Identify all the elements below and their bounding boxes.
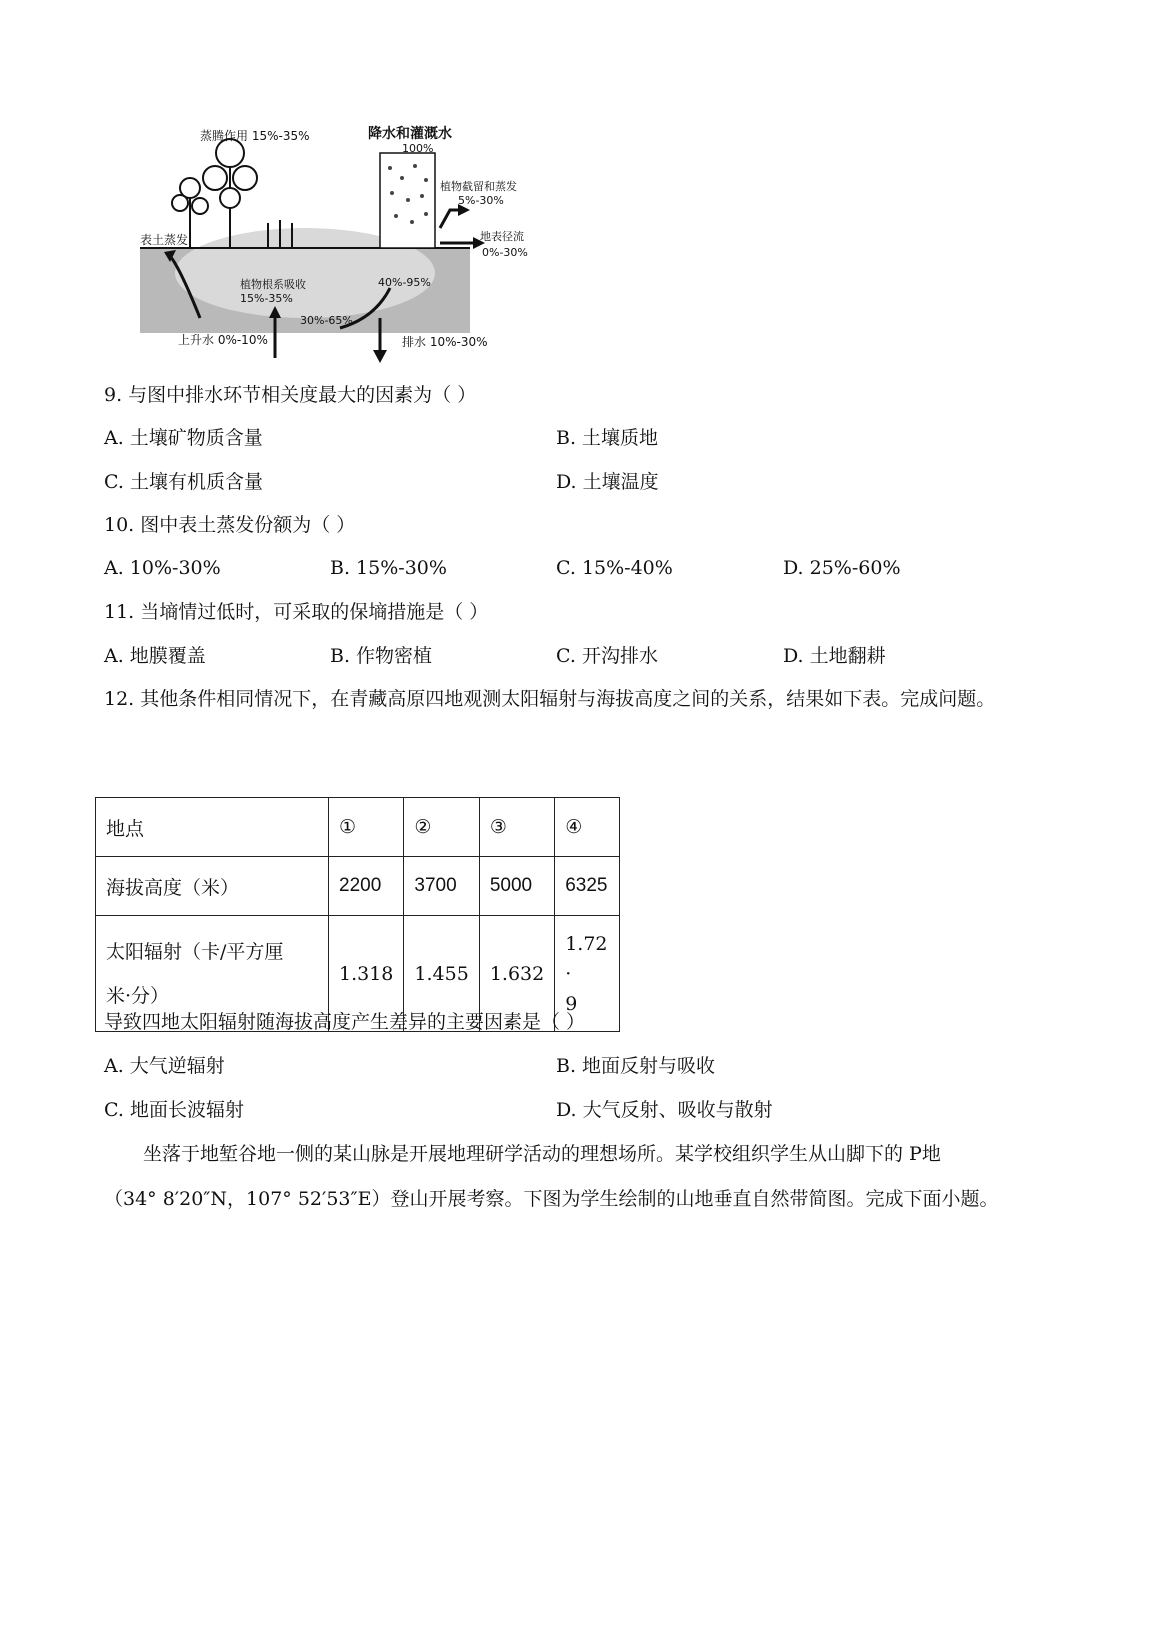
label-runoff: 地表径流 <box>480 230 524 243</box>
q12-option-b[interactable]: B. 地面反射与吸收 <box>556 1055 716 1077</box>
q11-option-c[interactable]: C. 开沟排水 <box>556 645 658 667</box>
table-header-1: ① <box>329 798 404 857</box>
table-cell: 6325 <box>555 857 620 916</box>
radiation-label-line1: 太阳辐射（卡/平方厘 <box>106 940 284 963</box>
q11-option-b[interactable]: B. 作物密植 <box>330 645 433 667</box>
q12-option-a[interactable]: A. 大气逆辐射 <box>104 1055 225 1077</box>
label-interception: 植物截留和蒸发 <box>440 180 517 193</box>
q12-option-d[interactable]: D. 大气反射、吸收与散射 <box>556 1099 773 1121</box>
label-rise: 上升水 0%-10% <box>178 333 268 347</box>
label-root: 植物根系吸收 <box>240 278 306 291</box>
q11-option-a[interactable]: A. 地膜覆盖 <box>104 645 206 667</box>
q10-option-c[interactable]: C. 15%-40% <box>556 557 673 579</box>
table-row-label-altitude: 海拔高度（米） <box>96 857 329 916</box>
q9-stem: 9. 与图中排水环节相关度最大的因素为（ ） <box>104 384 477 406</box>
cell-part: · <box>565 962 572 985</box>
q9-option-b[interactable]: B. 土壤质地 <box>556 427 659 449</box>
q10-stem: 10. 图中表土蒸发份额为（ ） <box>104 514 356 536</box>
table-header-location: 地点 <box>96 798 329 857</box>
label-root-pct: 15%-35% <box>240 292 293 305</box>
label-store: 30%-65% <box>300 314 353 327</box>
tree-icon <box>172 139 257 248</box>
passage-line2: （34° 8′20″N，107° 52′53″E）登山开展考察。下图为学生绘制的山地垂直自然带简图。完成下面小题。 <box>104 1188 999 1210</box>
q9-option-c[interactable]: C. 土壤有机质含量 <box>104 471 263 493</box>
label-drain: 排水 10%-30% <box>402 335 488 349</box>
radiation-label-line2: 米·分） <box>106 984 170 1007</box>
label-interception-pct: 5%-30% <box>458 194 504 207</box>
q10-option-b[interactable]: B. 15%-30% <box>330 557 447 579</box>
q12-option-c[interactable]: C. 地面长波辐射 <box>104 1099 244 1121</box>
table-header-3: ③ <box>479 798 554 857</box>
q11-stem: 11. 当墒情过低时，可采取的保墒措施是（ ） <box>104 601 489 623</box>
q12-followup: 导致四地太阳辐射随海拔高度产生差异的主要因素是（ ） <box>104 1011 586 1033</box>
table-cell: 2200 <box>329 857 404 916</box>
table-cell: 3700 <box>404 857 479 916</box>
table-header-4: ④ <box>555 798 620 857</box>
q11-option-d[interactable]: D. 土地翻耕 <box>783 645 886 667</box>
table-cell: 1.455 <box>404 916 479 1032</box>
q10-option-d[interactable]: D. 25%-60% <box>783 557 901 579</box>
radiation-table <box>95 797 620 1032</box>
table-cell: 5000 <box>479 857 554 916</box>
table-cell: 1.632 <box>479 916 554 1032</box>
label-precip-pct: 100% <box>402 142 434 155</box>
label-precip: 降水和灌溉水 <box>368 126 452 142</box>
cell-part: 1.72 <box>565 932 608 955</box>
q9-option-a[interactable]: A. 土壤矿物质含量 <box>104 427 263 449</box>
q12-stem: 12. 其他条件相同情况下，在青藏高原四地观测太阳辐射与海拔高度之间的关系，结果如下表。完成问题。 <box>104 688 996 710</box>
passage-line1: 坐落于地堑谷地一侧的某山脉是开展地理研学活动的理想场所。某学校组织学生从山脚下的 P地 <box>143 1143 941 1165</box>
table-cell: 1.318 <box>329 916 404 1032</box>
cell-part: 9 <box>565 992 578 1015</box>
soil-water-figure <box>140 118 560 376</box>
label-infiltration: 40%-95% <box>378 276 431 289</box>
q9-option-d[interactable]: D. 土壤温度 <box>556 471 659 493</box>
table-row <box>96 798 620 857</box>
table-row <box>96 857 620 916</box>
table-header-2: ② <box>404 798 479 857</box>
label-surface-evap: 表土蒸发 <box>140 233 189 247</box>
q10-option-a[interactable]: A. 10%-30% <box>104 557 221 579</box>
label-runoff-pct: 0%-30% <box>482 246 528 259</box>
label-transpiration: 蒸腾作用 15%-35% <box>200 129 310 143</box>
